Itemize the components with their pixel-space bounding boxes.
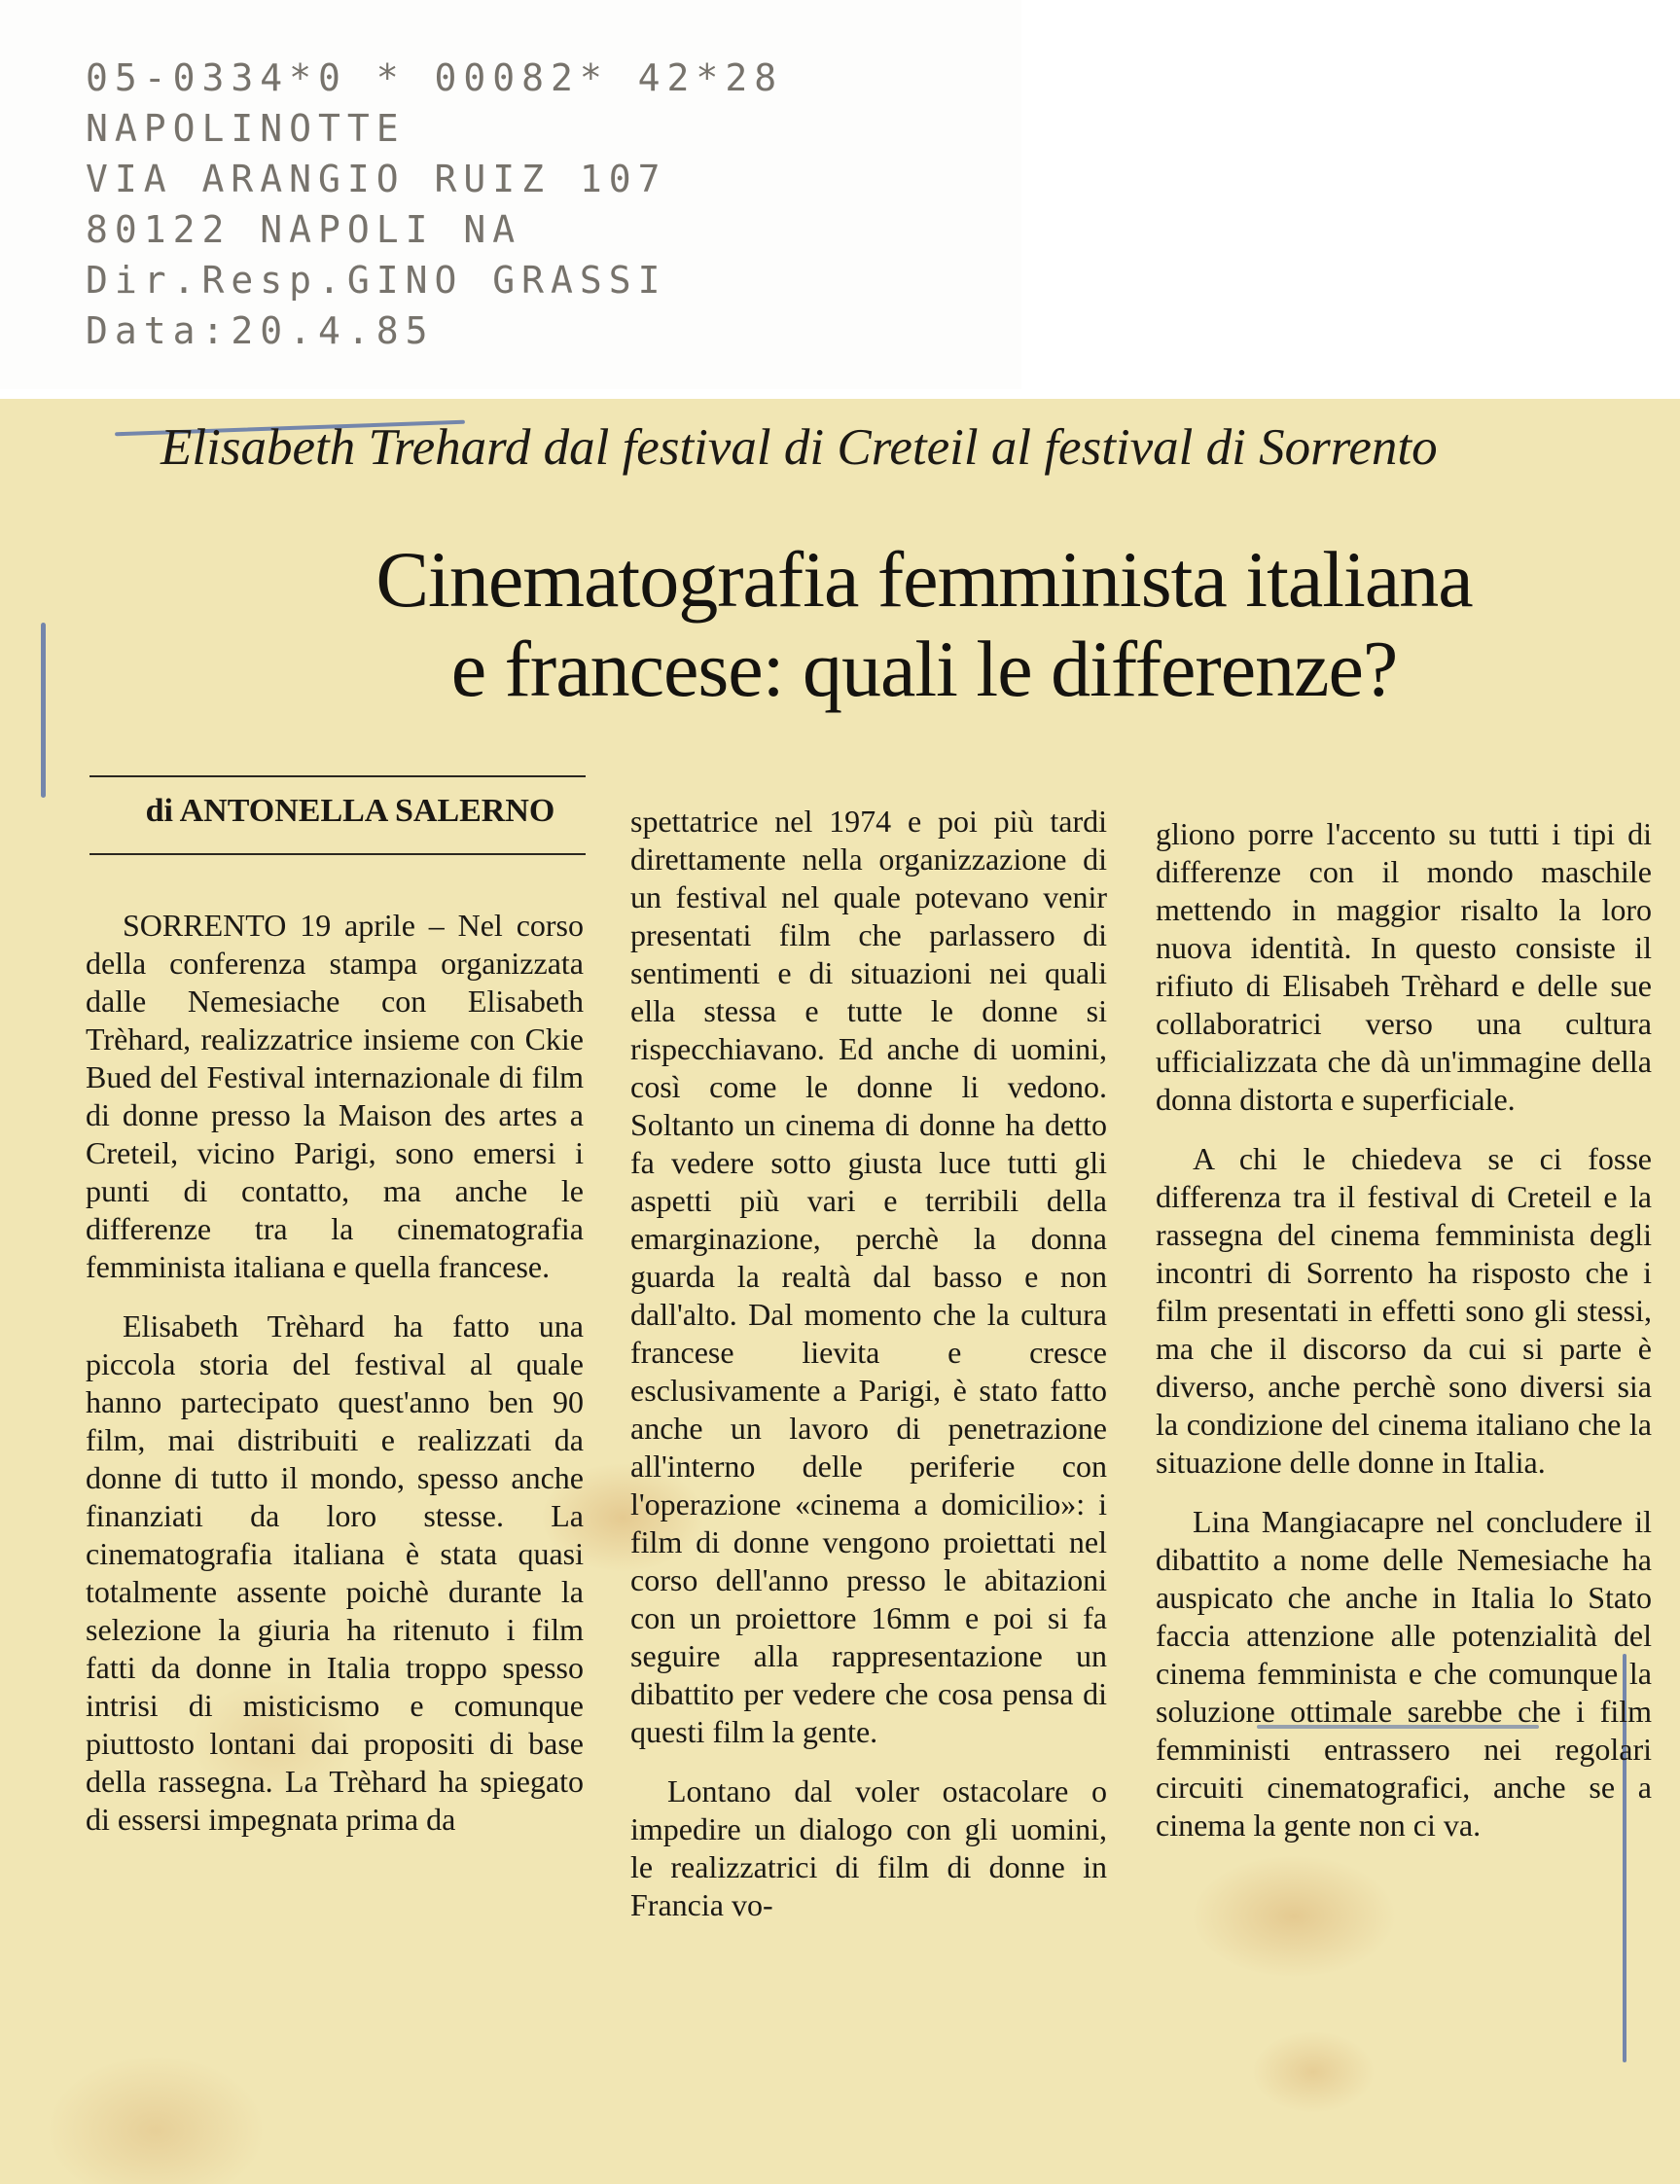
article-column-3 [1156, 815, 1652, 1866]
headline-line-2: e francese: quali le differenze? [450, 624, 1398, 713]
stamp-director-line: Dir.Resp.GINO GRASSI [86, 259, 667, 302]
archive-stamp [0, 0, 1021, 389]
article-column-1 [86, 907, 584, 1860]
stamp-date-line: Data:20.4.85 [86, 309, 435, 352]
col2-paragraph-1: spettatrice nel 1974 e poi più tardi direttamente nella organizzazione di un festival nel quale potevano venir presentati film che parlassero di sentimenti e di situazioni nei quali ella stessa e tutte le donne si rispecchiavano. Ed anche di uomini, così come le donne li vedono. Soltanto un cinema di donne ha detto fa vedere sotto giusta luce tutti gli aspetti più vari e terribili della emarginazione, perchè la donna guarda la realtà dal basso e non dall'alto. Dal momento che la cultura francese lievita e cresce esclusivamente a Parigi, è stato fatto anche un lavoro di penetrazione all'interno delle periferie con l'operazione «cinema a domicilio»: i film di donne vengono proiettati nel corso dell'anno presso le abitazioni con un proiettore 16mm e poi si fa seguire alla rappresentazione un dibattito per vedere che cosa pensa di questi film la gente. [630, 804, 1107, 1749]
pen-mark-left [41, 623, 46, 798]
article-byline: di ANTONELLA SALERNO [145, 793, 555, 829]
col2-paragraph-2: Lontano dal voler ostacolare o impedire un dialogo con gli uomini, le realizzatrici di film di donne in Francia vo- [630, 1773, 1107, 1922]
col3-paragraph-3: Lina Mangiacapre nel concludere il dibattito a nome delle Nemesiache ha auspicato che anche in Italia lo Stato faccia attenzione alle potenzialità del cinema femminista e che comunque la soluzione ottimale sarebbe che i film femministi entrassero nei regolari circuiti cinematografici, anche se a cinema la gente non ci va. [1156, 1504, 1652, 1843]
article-subtitle: Elisabeth Trehard dal festival di Creteil al festival di Sorrento [161, 419, 1438, 476]
col3-paragraph-1: gliono porre l'accento su tutti i tipi di differenze con il mondo maschile mettendo in maggior risalto la loro nuova identità. In questo consiste il rifiuto di Elisabeh Trèhard e delle sue collaboratrici verso una cultura ufficializzata che dà un'immagine della donna distorta e superficiale. [1156, 816, 1652, 1117]
article-column-2 [630, 803, 1107, 1946]
stamp-address-line: VIA ARANGIO RUIZ 107 [86, 158, 667, 200]
stamp-code-line: 05-0334*0 * 00082* 42*28 [86, 56, 784, 99]
col1-paragraph-2: Elisabeth Trèhard ha fatto una piccola storia del festival al quale hanno partecipato quest'anno ben 90 film, mai distribuiti e realizzati da donne di tutto il mondo, spesso anche finanziati da loro stesse. La cinematografia italiana è stata quasi totalmente assente poichè durante la selezione la giuria ha ritenuto i film fatti da donne in Italia troppo spesso intrisi di misticismo e comunque piuttosto lontani dai propositi di base della rassegna. La Trèhard ha spiegato di essersi impegnata prima da [86, 1308, 584, 1837]
col3-paragraph-2: A chi le chiedeva se ci fosse differenza tra il festival di Creteil e la rassegna del cinema femminista degli incontri di Sorrento ha risposto che i film presentati in effetti sono gli stessi, ma che il discorso da cui si parte è diverso, anche perchè sono diversi sia la condizione del cinema italiano che la situazione delle donne in Italia. [1156, 1141, 1652, 1480]
stamp-city-line: 80122 NAPOLI NA [86, 208, 522, 251]
headline-line-1: Cinematografia femminista italiana [375, 535, 1473, 624]
byline-rule-bottom [89, 853, 586, 855]
col1-paragraph-1: SORRENTO 19 aprile – Nel corso della conferenza stampa organizzata dalle Nemesiache con Elisabeth Trèhard, realizzatrice insieme con Ckie Bued del Festival internazionale di film di donne presso la Maison des artes a Creteil, vicino Parigi, sono emersi i punti di contatto, ma anche le differenze tra la cinematografia femminista italiana e quella francese. [86, 908, 584, 1284]
stamp-publication-line: NAPOLINOTTE [86, 107, 406, 150]
article-headline [195, 535, 1654, 714]
byline-rule-top [89, 775, 586, 777]
